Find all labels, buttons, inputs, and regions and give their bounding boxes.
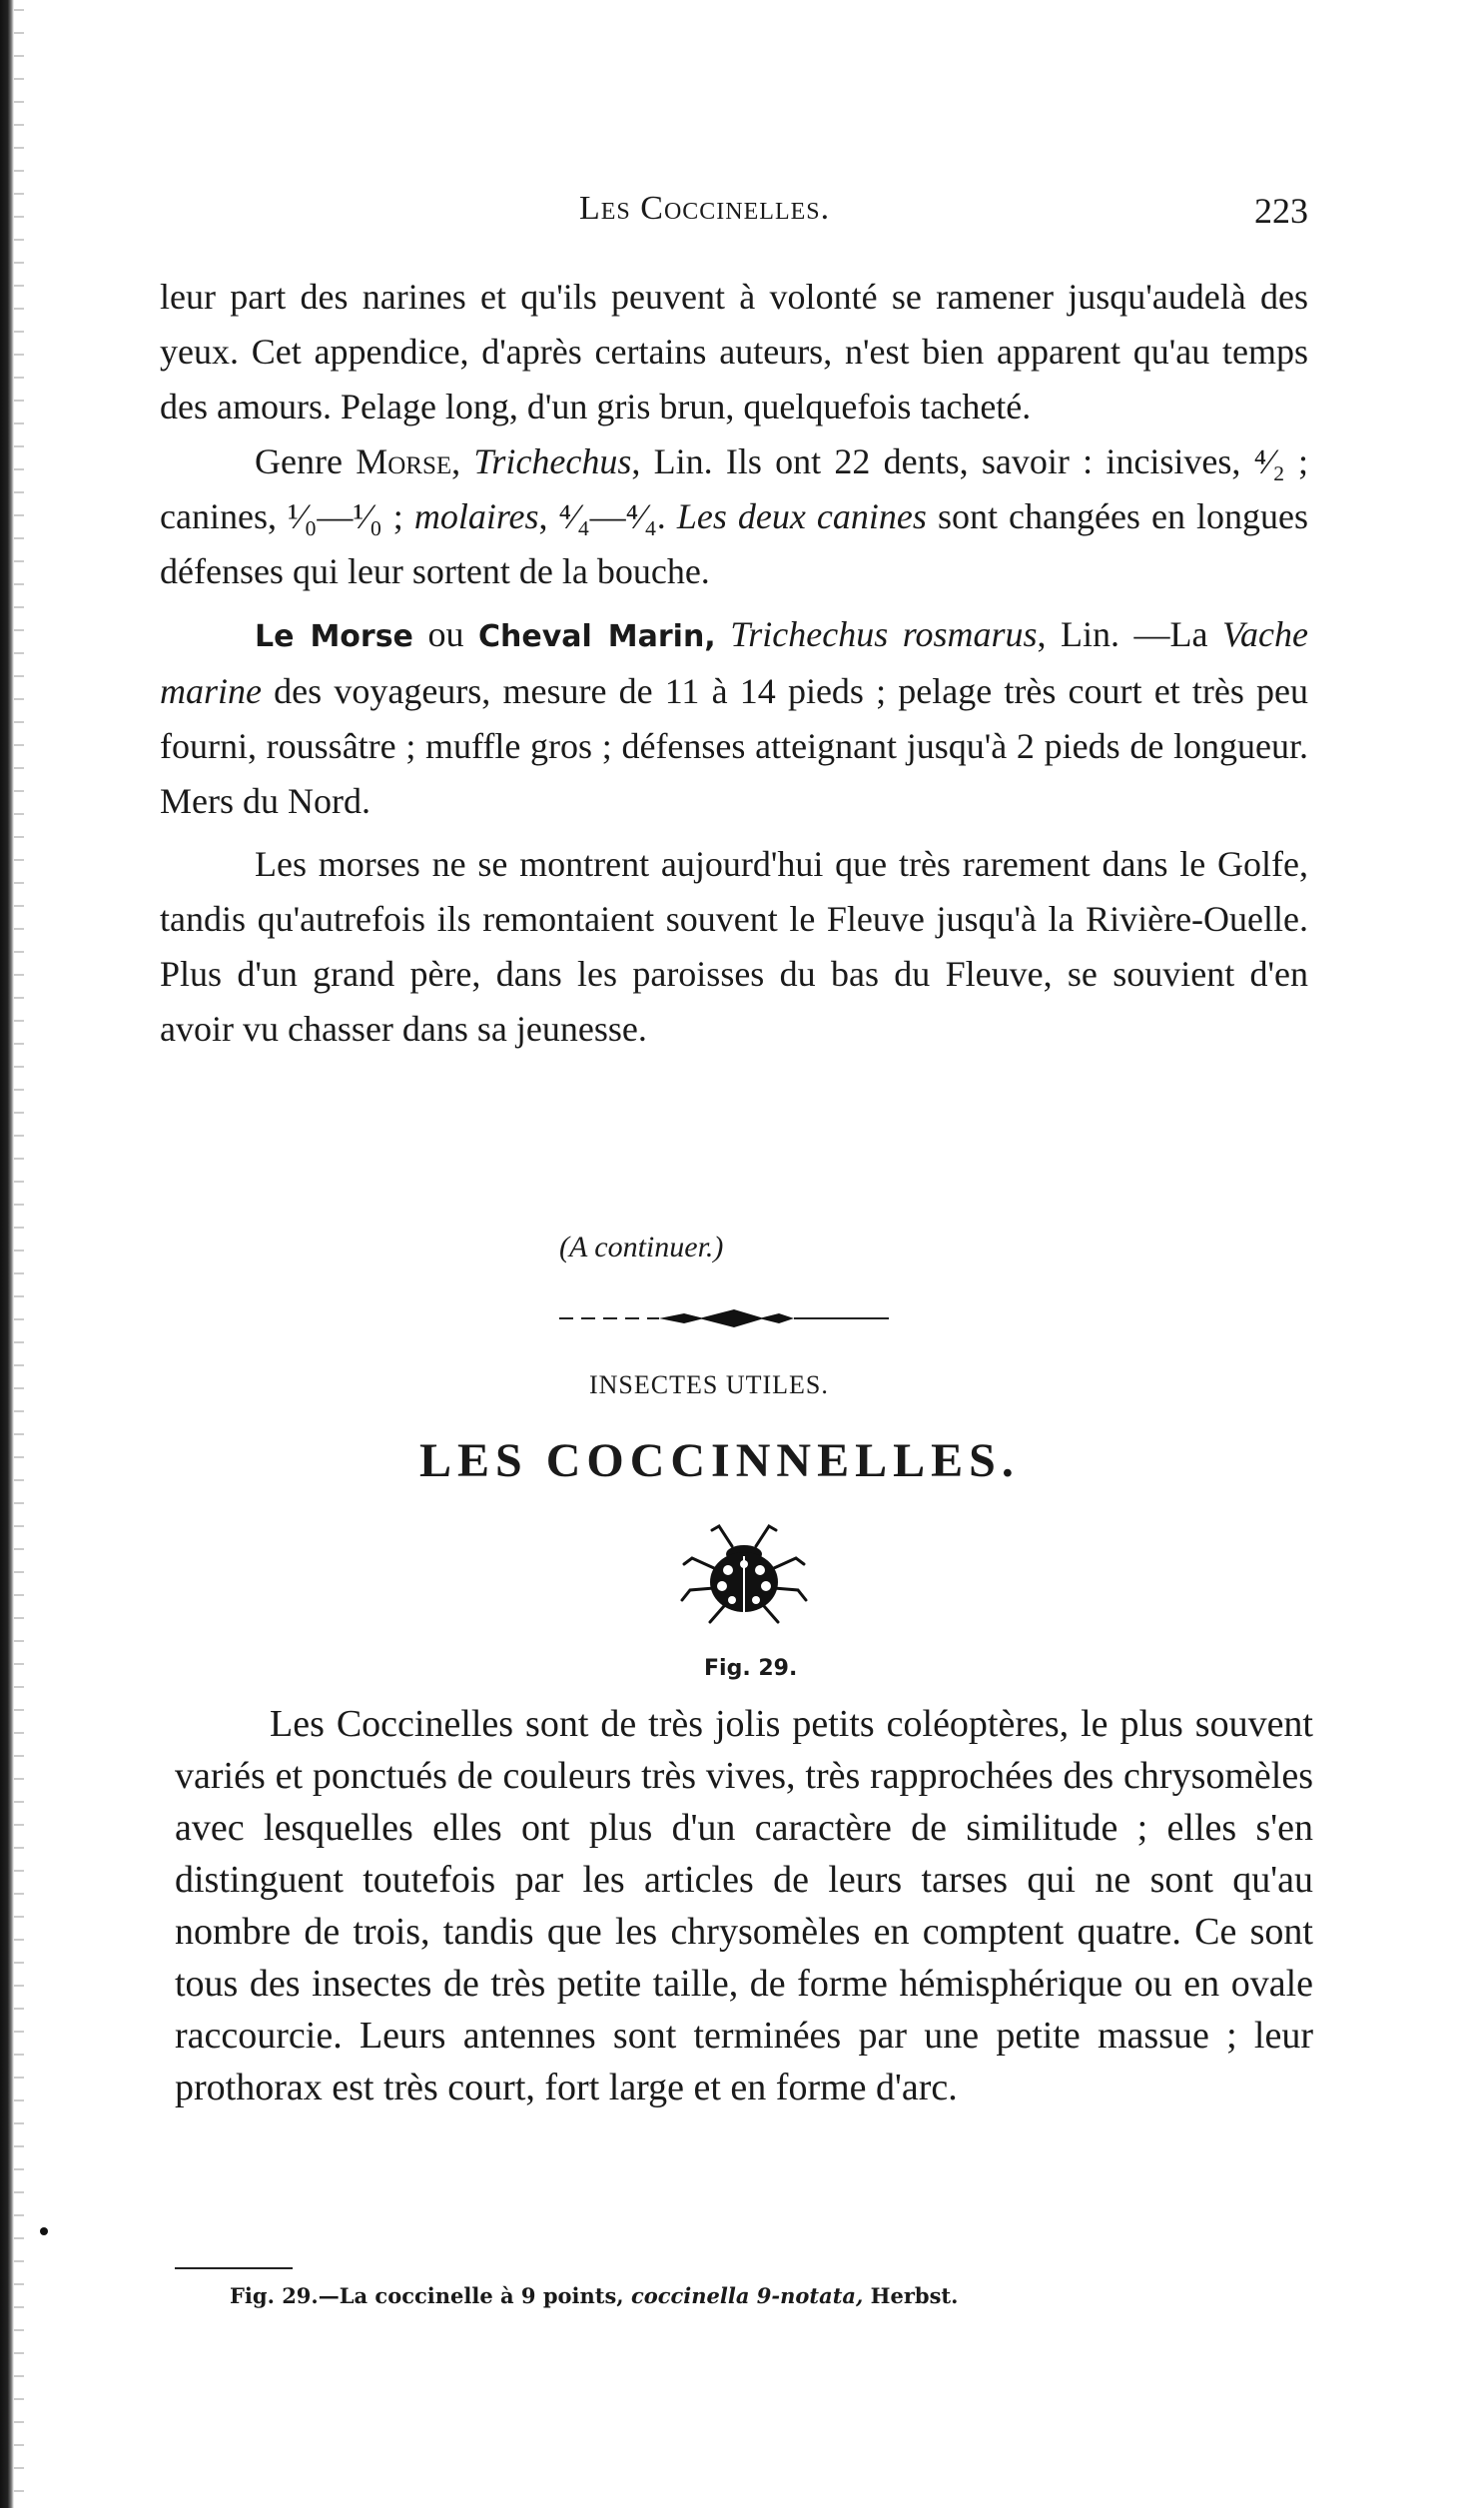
text-run: , Lin. —La	[1037, 614, 1223, 654]
article-body	[175, 1698, 1313, 2113]
ladybug-illustration	[674, 1518, 814, 1628]
footnote-text: Herbst.	[863, 2283, 959, 2308]
ornament-divider	[559, 1303, 889, 1333]
text-run: , Lin. Ils ont 22 dents, savoir : incisives,	[631, 441, 1254, 481]
section-walrus	[160, 270, 1308, 1057]
text-run: ,	[451, 441, 474, 481]
paragraph-4: Les morses ne se montrent aujourd'hui que très rarement dans le Golfe, tandis qu'autrefois ils remontaient souvent le Fleuve jusqu'à la Rivière-Ouelle. Plus d'un grand père, dans les paroisses du bas du Fleuve, se souvient d'en avoir vu chasser dans sa jeunesse.	[160, 844, 1308, 1049]
text-run: des voyageurs, mesure de 11 à 14 pieds ; pelage très court et très peu fourni, roussâtre ; muffle gros ; défenses atteignant jusqu'à 2 pieds de longueur. Mers du Nord.	[160, 671, 1308, 821]
paragraph-2	[160, 434, 1308, 599]
text-run: molaires	[413, 496, 539, 536]
paragraph-1: leur part des narines et qu'ils peuvent à volonté se ramener jusqu'audelà des yeux. Cet appendice, d'après certains auteurs, n'est bien apparent qu'au temps des amours. Pelage long, d'un gris brun, quelquefois tacheté.	[160, 277, 1308, 426]
figure-label: Fig. 29.	[704, 1656, 798, 1681]
latin-name: Trichechus	[473, 441, 632, 481]
latin-name: Trichechus rosmarus	[730, 614, 1038, 654]
text-run: Vache marine	[160, 614, 1309, 711]
footnote-latin: coccinella 9-notata,	[630, 2283, 864, 2308]
dental-formula: , ⁴⁄₄—⁴⁄₄.	[538, 496, 677, 536]
footnote-rule	[175, 2267, 293, 2269]
footnote	[230, 2283, 958, 2308]
page-edge	[14, 0, 24, 2508]
species-heading: Le Morse	[255, 619, 413, 654]
article-title: LES COCCINNELLES.	[419, 1434, 1020, 1487]
text-run: ou	[412, 614, 478, 654]
paragraph-5: Les Coccinelles sont de très jolis petits coléoptères, le plus souvent variés et ponctués de couleurs très vives, très rapprochées des chrysomèles avec lesquelles elles ont plus d'un caractère de similitude ; elles s'en distinguent toutefois par les articles de leurs tarses qui ne sont qu'au nombre de trois, tandis que les chrysomèles en comptent quatre. Ce sont tous des insectes de très petite taille, de forme hémisphérique ou en ovale raccourcie. Leurs antennes sont terminées par une petite massue ; leur prothorax est très court, fort large et en forme d'arc.	[175, 1703, 1313, 2108]
genus-name: Morse	[356, 441, 452, 481]
section-label: INSECTES UTILES.	[589, 1370, 829, 1399]
page-header	[160, 190, 1308, 244]
text-run	[716, 614, 731, 654]
species-heading: Cheval Marin,	[477, 619, 716, 654]
book-spine-shadow	[0, 0, 14, 2508]
paragraph-3	[160, 607, 1308, 829]
ink-spot	[40, 2227, 48, 2235]
continuation-note: (A continuer.)	[559, 1231, 724, 1263]
footnote-text: Fig. 29.—La coccinelle à 9 points,	[230, 2283, 631, 2308]
text-run: Les deux canines	[676, 496, 927, 536]
page-number: 223	[1254, 191, 1308, 231]
running-title: Les Coccinelles.	[579, 190, 831, 227]
text-run: sont changées en longues défenses qui leur sortent de la bouche.	[160, 496, 1309, 591]
dental-formula: ⁴⁄₂ ; canines, ¹⁄₀—¹⁄₀ ;	[160, 441, 1308, 536]
text-run: Genre	[255, 441, 357, 481]
